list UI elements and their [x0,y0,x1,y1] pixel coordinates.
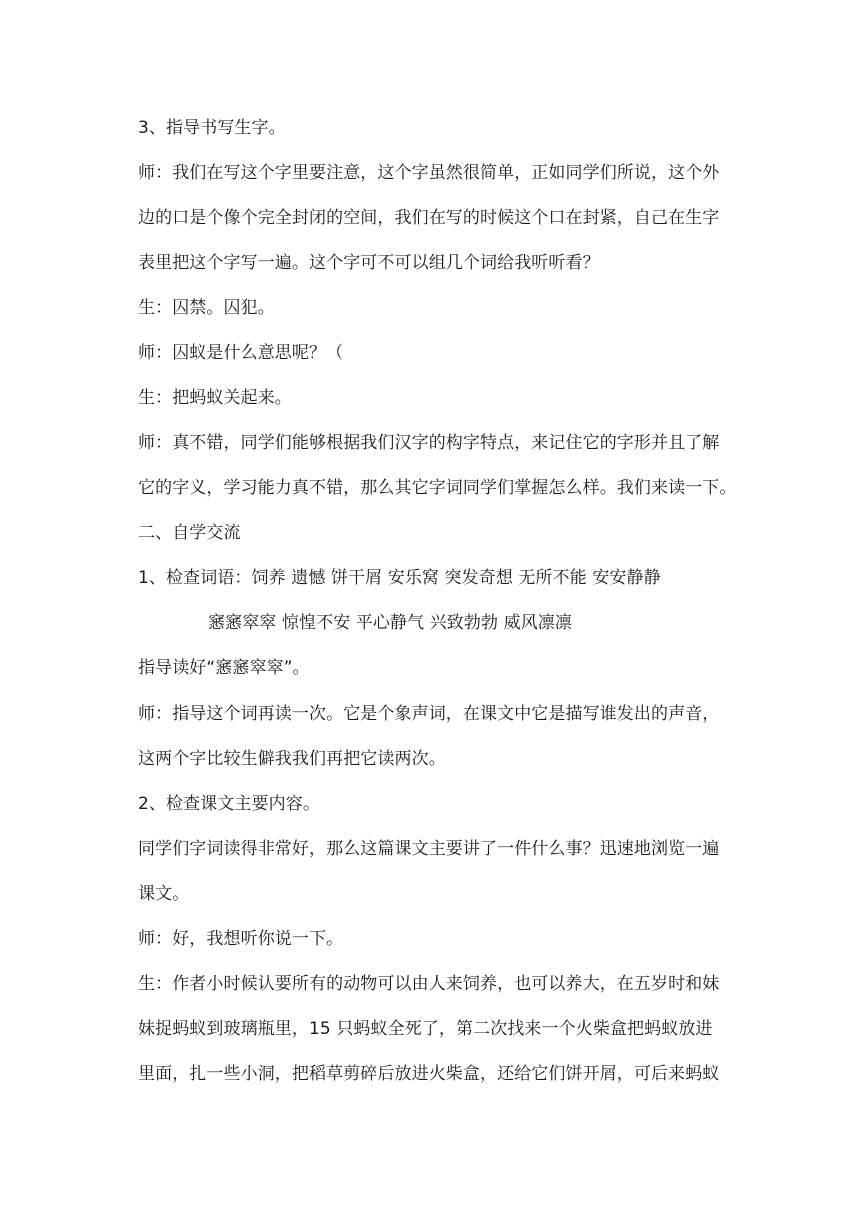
paragraph-line: 这两个字比较生僻我我们再把它读两次。 [138,749,446,769]
paragraph-line: 生：囚禁。囚犯。 [138,298,275,318]
paragraph-line: 表里把这个字写一遍。这个字可不可以组几个词给我听听看？ [138,253,600,273]
paragraph-line: 同学们字词读得非常好，那么这篇课文主要讲了一件什么事？迅速地浏览一遍 [138,839,720,859]
section-heading-self-study: 二、自学交流 [138,523,241,543]
paragraph-line: 里面，扎一些小洞，把稻草剪碎后放进火柴盒，还给它们饼开屑，可后来蚂蚁 [138,1064,720,1084]
paragraph-line: 课文。 [138,884,190,904]
paragraph-line: 师：囚蚁是什么意思呢？（ [138,343,344,363]
paragraph-line: 妹捉蚂蚁到玻璃瓶里，15 只蚂蚁全死了，第二次找来一个火柴盒把蚂蚁放进 [138,1019,713,1039]
heading-check-content: 2、检查课文主要内容。 [138,794,320,814]
paragraph-line: 它的字义，学习能力真不错，那么其它字词同学们掌握怎么样。我们来读一下。 [138,478,737,498]
paragraph-line: 师：指导这个词再读一次。它是个象声词，在课文中它是描写谁发出的声音， [138,704,720,724]
vocabulary-line: 1、检查词语：饲养 遗憾 饼干屑 安乐窝 突发奇想 无所不能 安安静静 [138,568,661,588]
paragraph-line: 指导读好“窸窸窣窣”。 [138,658,310,678]
paragraph-line: 生：作者小时候认要所有的动物可以由人来饲养，也可以养大，在五岁时和妹 [138,974,720,994]
vocabulary-line-continued: 窸窸窣窣 惊惶不安 平心静气 兴致勃勃 威风凛凛 [208,613,573,633]
paragraph-line: 边的口是个像个完全封闭的空间，我们在写的时候这个口在封紧，自己在生字 [138,208,720,228]
paragraph-line: 师：我们在写这个字里要注意，这个字虽然很简单，正如同学们所说，这个外 [138,163,720,183]
paragraph-line: 师：好，我想听你说一下。 [138,929,344,949]
paragraph-line: 师：真不错，同学们能够根据我们汉字的构字特点，来记住它的字形并且了解 [138,433,720,453]
heading-guide-writing: 3、指导书写生字。 [138,118,286,138]
paragraph-line: 生：把蚂蚁关起来。 [138,388,292,408]
